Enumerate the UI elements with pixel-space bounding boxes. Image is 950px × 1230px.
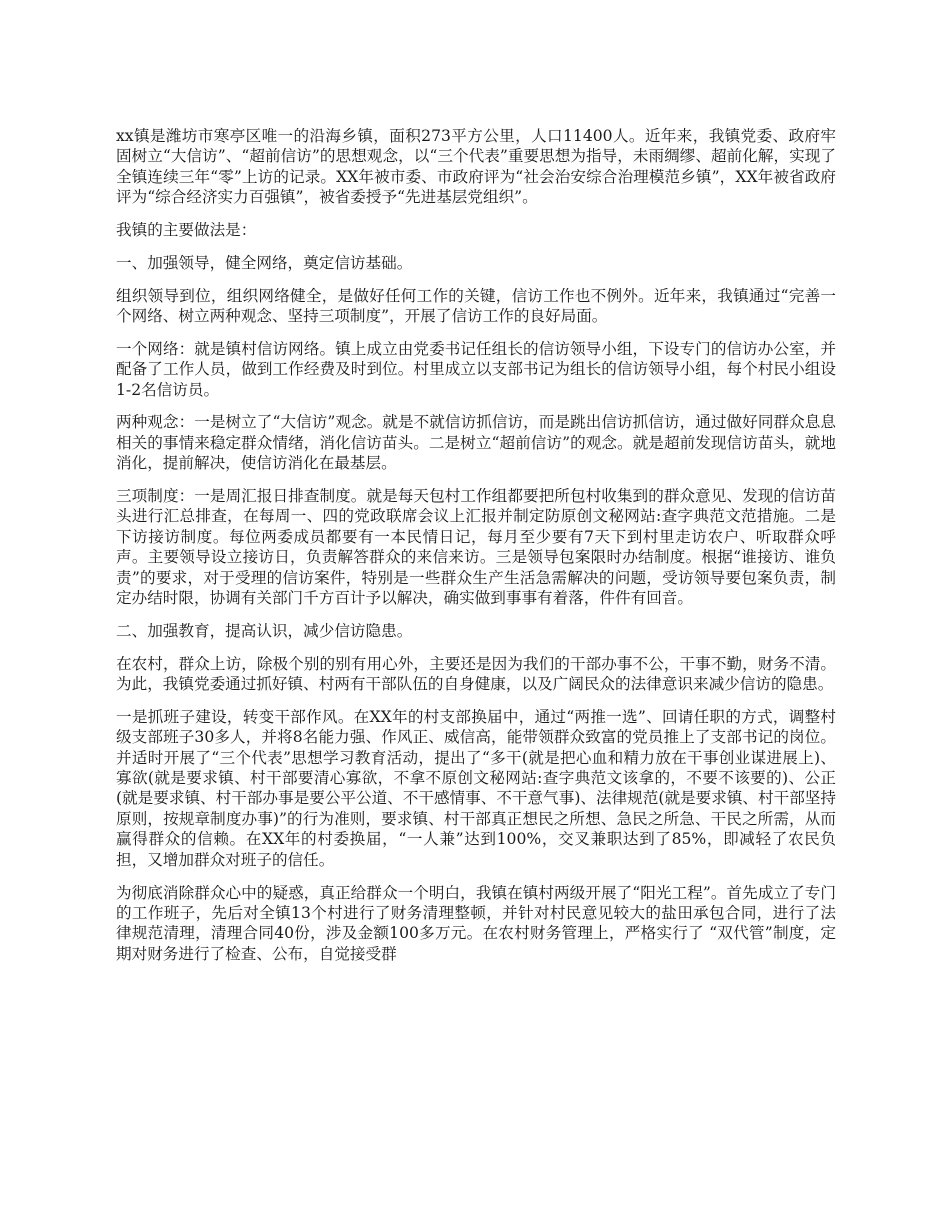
paragraph-sunshine-project: 为彻底消除群众心中的疑惑，真正给群众一个明白，我镇在镇村两级开展了“阳光工程”。首先成立了专门的工作班子，先后对全镇13个村进行了财务清理整顿，并针对村民意见较大的盐田承包合同，进行了法律规范清理，清理合同40份，涉及金额100多万元。在农村财务管理上，严格实行了 “双代管”制度，定期对财务进行了检查、公布，自觉接受群 (116, 883, 836, 963)
paragraph-rural-petition: 在农村，群众上访，除极个别的别有用心外，主要还是因为我们的干部办事不公，干事不勤，财务不清。为此，我镇党委通过抓好镇、村两有干部队伍的自身健康，以及广阔民众的法律意识来减少信访的隐患。 (116, 654, 836, 694)
section-heading-2: 二、加强教育，提高认识，减少信访隐患。 (116, 621, 413, 640)
paragraph-team-building: 一是抓班子建设，转变干部作风。在XX年的村支部换届中，通过“两推一选”、回请任职的方式，调整村级支部班子30多人，并将8名能力强、作风正、威信高，能带领群众致富的党员推上了支部书记的岗位。并适时开展了“三个代表”思想学习教育活动，提出了“多干(就是把心血和精力放在干事创业谋进展上)、寡欲(就是要求镇、村干部要清心寡欲，不拿不原创文秘网站:查字典范文该拿的，不要不该要的)、公正(就是要求镇、村干部办事是要公平公道、不干感情事、不干意气事)、法律规范(就是要求镇、村干部坚持原则，按规章制度办事)”的行为准则，要求镇、村干部真正想民之所想、急民之所急、干民之所需，从而赢得群众的信赖。在XX年的村委换届，“一人兼”达到100%，交叉兼职达到了85%，即减轻了农民负担，又增加群众对班子的信任。 (116, 707, 836, 869)
paragraph-two-concepts: 两种观念：一是树立了“大信访”观念。就是不就信访抓信访，而是跳出信访抓信访，通过做好同群众息息相关的事情来稳定群众情绪，消化信访苗头。二是树立“超前信访”的观念。就是超前发现信访苗头，就地消化，提前解决，使信访消化在最基层。 (116, 413, 836, 473)
paragraph-three-systems: 三项制度：一是周汇报日排查制度。就是每天包村工作组都要把所包村收集到的群众意见、发现的信访苗头进行汇总排查，在每周一、四的党政联席会议上汇报并制定防原创文秘网站:查字典范文范措施。二是下访接访制度。每位两委成员都要有一本民情日记，每月至少要有7天下到村里走访农户、听取群众呼声。主要领导设立接访日，负责解答群众的来信来访。三是领导包案限时办结制度。根据“谁接访、谁负责”的要求，对于受理的信访案件，特别是一些群众生产生活急需解决的问题，受访领导要包案负责，制定办结时限，协调有关部门千方百计予以解决，确实做到事事有着落，件件有回音。 (116, 487, 836, 608)
paragraph-intro: xx镇是潍坊市寒亭区唯一的沿海乡镇，面积273平方公里，人口11400人。近年来，我镇党委、政府牢固树立“大信访”、“超前信访”的思想观念，以“三个代表”重要思想为指导，未雨绸缪、超前化解，实现了全镇连续三年“零”上访的记录。XX年被市委、市政府评为“社会治安综合治理模范乡镇”，XX年被省政府评为“综合经济实力百强镇”，被省委授予“先进基层党组织”。 (116, 127, 836, 207)
paragraph-organization: 组织领导到位，组织网络健全，是做好任何工作的关键，信访工作也不例外。近年来，我镇通过“完善一个网络、树立两种观念、坚持三项制度”，开展了信访工作的良好局面。 (116, 286, 836, 326)
document-body (116, 126, 836, 977)
paragraph-one-network: 一个网络：就是镇村信访网络。镇上成立由党委书记任组长的信访领导小组，下设专门的信访办公室，并配备了工作人员，做到工作经费及时到位。村里成立以支部书记为组长的信访领导小组，每个村民小组设1-2名信访员。 (116, 339, 836, 399)
paragraph-main-methods: 我镇的主要做法是： (116, 221, 257, 240)
section-heading-1: 一、加强领导，健全网络，奠定信访基础。 (116, 253, 413, 272)
